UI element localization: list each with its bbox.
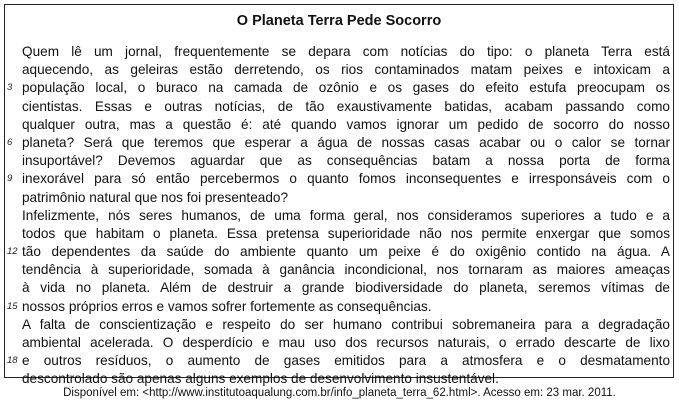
line-text: à vida no planeta. Além de destruir a grande biodiversidade do planeta, seremos vítimas de [22,280,670,296]
line-text: Infelizmente, nós seres humanos, de uma forma geral, nos consideramos superiores a tudo e a [22,207,670,223]
text-line [22,225,670,243]
text-line [22,207,670,225]
line-text: e outros resíduos, o aumento de gases emitidos para a atmosfera e o desmatamento [22,353,670,369]
text-line [7,352,670,370]
text-line [7,134,670,152]
line-text: qualquer outra, mas a questão é: até quando vamos ignorar um pedido de socorro do nosso [22,116,670,132]
text-line [22,152,670,170]
text-line [7,170,670,188]
line-text: nossos próprios erros e vamos sofrer fortemente as consequências. [22,298,432,314]
line-text: Quem lê um jornal, frequentemente se depara com notícias do tipo: o planeta Terra está [22,44,670,59]
line-number: 15 [7,300,18,312]
document-title: O Planeta Terra Pede Socorro [236,13,442,29]
line-text: inexorável para só então percebermos o quanto fomos inconsequentes e irresponsáveis com o [22,171,670,187]
line-text: aquecendo, as geleiras estão derretendo, os rios contaminados matam peixes e intoxicam a [22,62,670,78]
text-line [22,279,670,297]
line-text: descontrolado são apenas alguns exemplos de desenvolvimento insustentável. [22,371,499,387]
text-line [22,370,670,388]
text-line [22,189,670,207]
text-frame [4,4,674,387]
line-text: todos que habitam o planeta. Essa pretensa superioridade não nos permite enxergar que somos [22,225,670,241]
text-line [22,43,670,61]
line-text: planeta? Será que teremos que esperar a água de nossas casas acabar ou o calor se tornar [22,134,670,150]
text-line [7,298,670,316]
line-number: 9 [7,173,13,185]
line-text: cientistas. Essas e outras notícias, de tão exaustivamente batidas, acabam passando como [22,98,670,114]
text-line [22,316,670,334]
line-text: A falta de conscientização e respeito do ser humano contribui sobremaneira para a degradação [22,316,670,332]
text-line [22,334,670,352]
text-line [22,61,670,79]
line-number: 3 [7,82,13,94]
text-body [7,43,670,389]
line-number: 12 [7,246,18,258]
line-text: tendência à superioridade, somada à ganância incondicional, nos tornaram as maiores ameaças [22,262,670,278]
text-line [22,261,670,279]
line-text: patrimônio natural que nos foi presenteado? [22,189,289,205]
text-line [22,98,670,116]
line-text: população local, o buraco na camada de ozônio e os gases do efeito estufa preocupam os [22,80,670,96]
text-line [22,116,670,134]
line-text: tão dependentes da saúde do ambiente quanto um peixe é do oxigênio contido na água. A [22,244,670,260]
line-number: 18 [7,355,18,367]
line-text: insuportável? Devemos aguardar que as consequências batam a nossa porta de forma [22,153,670,169]
source-citation: Disponível em: <http://www.institutoaqualung.com.br/info_planeta_terra_62.html>. Acesso em: 23 mar. 2011. [63,387,616,399]
line-number: 6 [7,136,13,148]
text-line [7,243,670,261]
line-text: ambiental acelerada. O desperdício e mau uso dos recursos naturais, o errado descarte de lixo [22,335,670,350]
text-line [7,79,670,97]
